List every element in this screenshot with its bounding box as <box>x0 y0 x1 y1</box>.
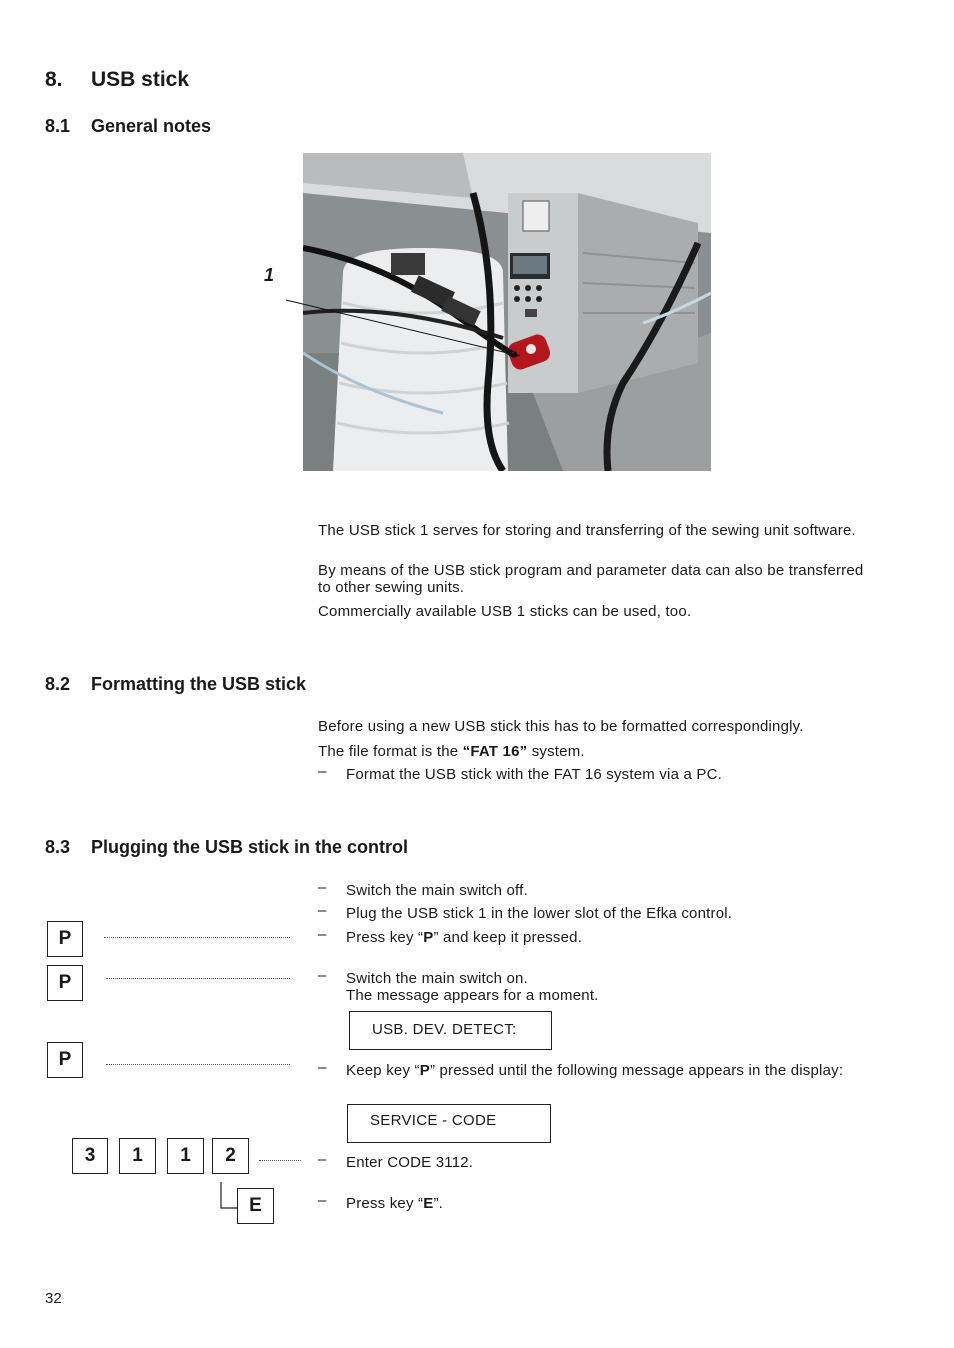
text-run: Press key “ <box>346 1195 424 1212</box>
key-p-3: P <box>47 1042 83 1078</box>
step-switch-off: Switch the main switch off. <box>346 882 528 899</box>
text-run: system. <box>527 743 585 760</box>
text-run: ” pressed until the following message appears in the display: <box>429 1062 844 1079</box>
key-1: 1 <box>119 1138 156 1174</box>
key-p-2: P <box>47 965 83 1001</box>
display-usb-detect: USB. DEV. DETECT: <box>349 1011 552 1050</box>
subsection-title: General notes <box>91 116 212 136</box>
display-service-code: SERVICE - CODE <box>347 1104 551 1143</box>
key-p-1: P <box>47 921 83 957</box>
subsection-number: 8.2 <box>45 674 71 694</box>
dash-bullet: – <box>318 967 327 984</box>
general-paragraph-2: By means of the USB stick program and parameter data can also be transferred to other sewing units. <box>318 562 864 596</box>
key-1: 1 <box>167 1138 204 1174</box>
page-number: 32 <box>45 1290 62 1307</box>
text-run: Keep key “ <box>346 1062 420 1079</box>
step-plug-usb: Plug the USB stick 1 in the lower slot of the Efka control. <box>346 905 733 922</box>
key-e: E <box>237 1188 274 1224</box>
text-run: The file format is the <box>318 743 463 760</box>
formatting-step-1: Format the USB stick with the FAT 16 system via a PC. <box>346 766 722 783</box>
formatting-paragraph-1: Before using a new USB stick this has to be formatted correspondingly. <box>318 718 804 735</box>
text-run: ”. <box>433 1195 444 1212</box>
dash-bullet: – <box>318 879 327 896</box>
step-switch-on: Switch the main switch on. <box>346 970 528 987</box>
dash-bullet: – <box>318 1059 327 1076</box>
dash-bullet: – <box>318 1151 327 1168</box>
dash-bullet: – <box>318 1192 327 1209</box>
text-run: Press key “ <box>346 929 424 946</box>
section-title: USB stick <box>91 68 190 91</box>
section-number: 8. <box>45 68 63 91</box>
callout-label: 1 <box>264 265 275 285</box>
dash-bullet: – <box>318 926 327 943</box>
general-paragraph-3: Commercially available USB 1 sticks can be used, too. <box>318 603 692 620</box>
dash-bullet: – <box>318 902 327 919</box>
dash-bullet: – <box>318 763 327 780</box>
subsection-number: 8.3 <box>45 837 71 857</box>
key-name-bold: E <box>423 1195 434 1212</box>
general-paragraph-1: The USB stick 1 serves for storing and transferring of the sewing unit software. <box>318 522 856 539</box>
key-2: 2 <box>212 1138 249 1174</box>
step-enter-code: Enter CODE 3112. <box>346 1154 474 1171</box>
key-name-bold: P <box>419 1062 430 1079</box>
subsection-title: Plugging the USB stick in the control <box>91 837 409 857</box>
subsection-title: Formatting the USB stick <box>91 674 307 694</box>
key-3: 3 <box>72 1138 108 1174</box>
file-format-bold: “FAT 16” <box>462 743 528 760</box>
text-run: ” and keep it pressed. <box>433 929 583 946</box>
step-message-appears: The message appears for a moment. <box>346 987 599 1004</box>
subsection-number: 8.1 <box>45 116 71 136</box>
key-name-bold: P <box>423 929 434 946</box>
